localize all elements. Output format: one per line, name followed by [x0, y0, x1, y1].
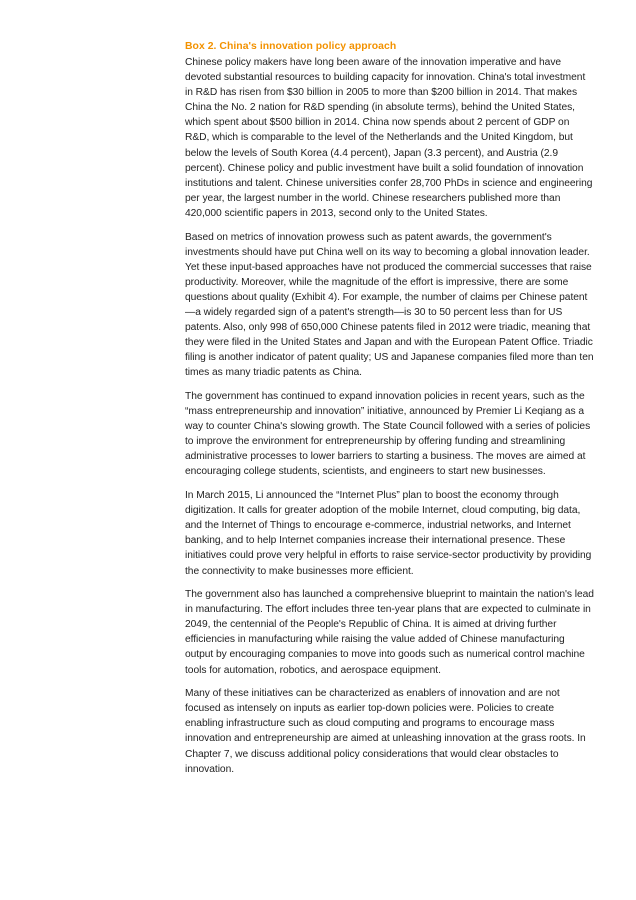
box-title: Box 2. China's innovation policy approach [185, 41, 397, 52]
paragraph-6: Many of these initiatives can be characterized as enablers of innovation and are not focused as intensely on inputs as earlier top-down policies were. Policies to create enabling infrastructure such as cloud computing and programs to encourage mass innovation and entrepreneurship are aimed at unleashing innovation at the grass roots. In Chapter 7, we discuss additional policy considerations that would clear obstacles to innovation. [185, 688, 586, 775]
paragraph-5: The government also has launched a comprehensive blueprint to maintain the nation's lead in manufacturing. The effort includes three ten-year plans that are expected to culminate in 2049, the centennial of the People's Republic of China. It is aimed at driving further efficiencies in manufacturing while raising the value added of Chinese manufacturing output by encouraging companies to move into goods such as numerical control machine tools for automation, robotics, and aerospace equipment. [185, 589, 594, 676]
paragraph-2: Based on metrics of innovation prowess such as patent awards, the government's investments should have put China well on its way to becoming a global innovation leader. Yet these input-based approaches have not produced the commercial successes that raise productivity. Moreover, while the magnitude of the effort is impressive, there are some questions about quality (Exhibit 4). For example, the number of claims per Chinese patent—a widely regarded sign of a patent's strength—is 30 to 50 percent less than for US patents. Also, only 998 of 650,000 Chinese patents filed in 2012 were triadic, meaning that they were filed in the United States and Japan and with the European Patent Office. Triadic filing is another indicator of patent quality; US and Japanese companies filed more than ten times as many triadic patents as China. [185, 231, 594, 379]
paragraph-1: Chinese policy makers have long been aware of the innovation imperative and have devoted substantial resources to building capacity for innovation. China's total investment in R&D has risen from $30 billion in 2005 to more than $200 billion in 2014. That makes China the No. 2 nation for R&D spending (in absolute terms), behind the United States, which spent about $500 billion in 2014. China now spends about 2 percent of GDP on R&D, which is comparable to the level of the Netherlands and the United Kingdom, but below the levels of South Korea (4.4 percent), Japan (3.3 percent), and Austria (2.9 percent). Chinese policy and public investment have built a solid foundation of innovation institutions and talent. Chinese universities confer 28,700 PhDs in science and engineering per year, the largest number in the world. Chinese researchers published more than 420,000 scientific papers in 2013, second only to the United States. [185, 57, 593, 219]
paragraph-3: The government has continued to expand innovation policies in recent years, such as the “mass entrepreneurship and innovation” initiative, announced by Premier Li Keqiang as a way to counter China's slowing growth. The State Council followed with a series of policies to improve the environment for entrepreneurship by offering funding and streamlining administrative processes to lower barriers to starting a business. The moves are aimed at encouraging college students, scientists, and engineers to start new businesses. [185, 390, 591, 478]
paragraph-4: In March 2015, Li announced the “Internet Plus” plan to boost the economy through digitization. It calls for greater adoption of the mobile Internet, cloud computing, big data, and the Internet of Things to encourage e-commerce, industrial networks, and Internet banking, and to help Internet companies increase their international presence. These initiatives could prove very helpful in efforts to raise service-sector productivity by providing the connectivity to make businesses more efficient. [185, 490, 592, 577]
policy-box [185, 40, 595, 785]
